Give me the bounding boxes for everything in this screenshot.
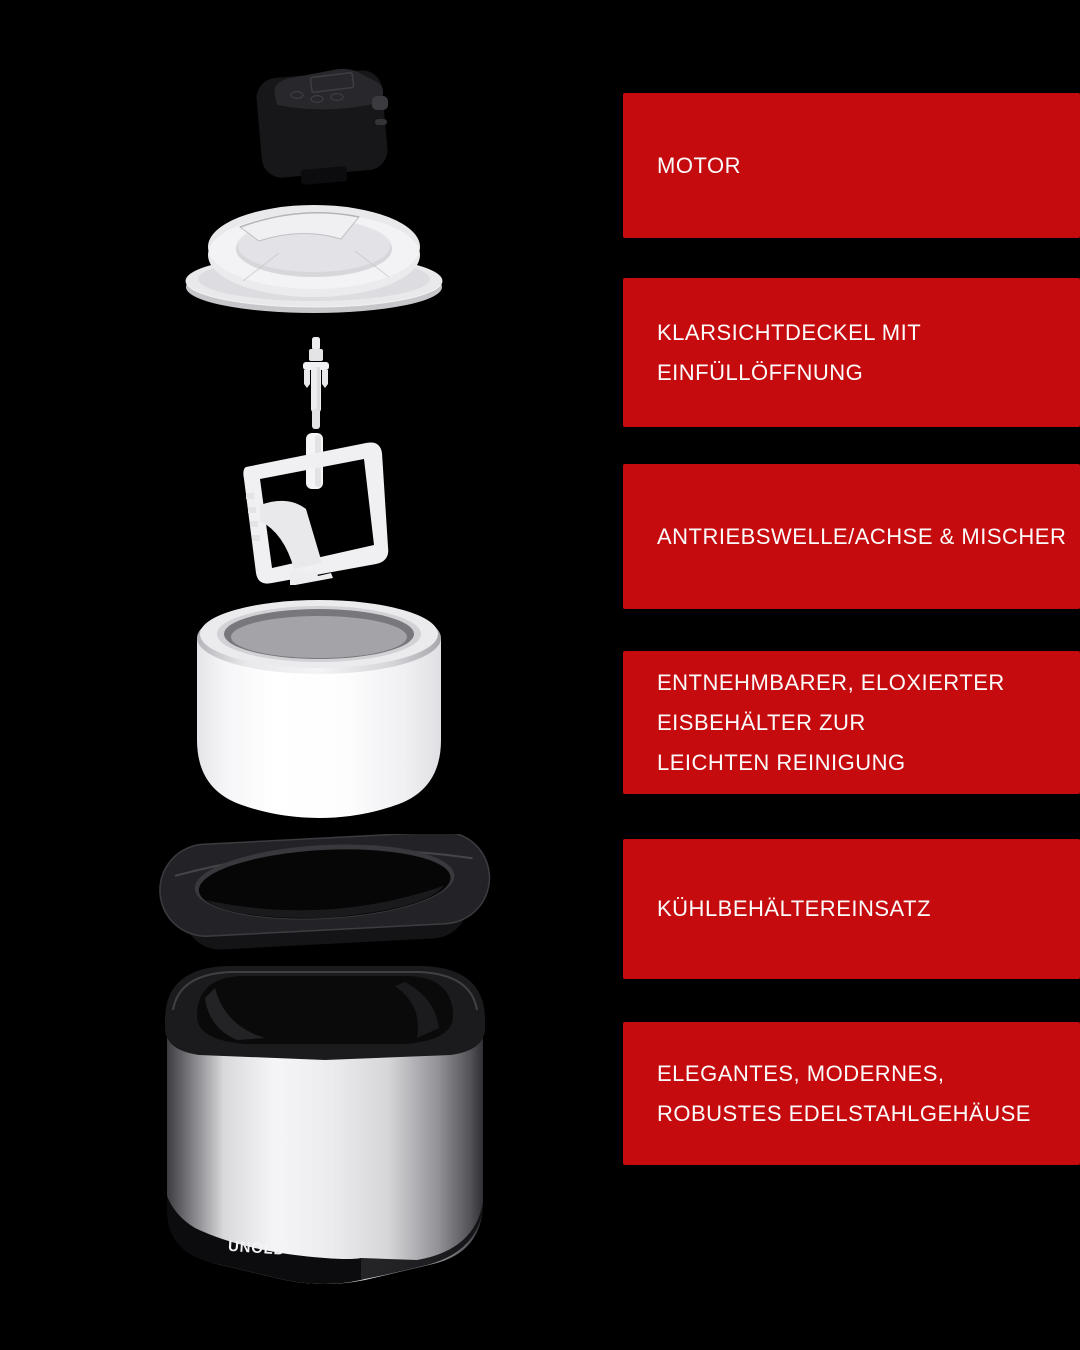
ice-container-icon — [193, 592, 445, 822]
stainless-housing-icon — [155, 958, 495, 1288]
stainless-housing-image — [155, 958, 495, 1288]
label-motor — [623, 93, 1080, 238]
label-line: ANTRIEBSWELLE/ACHSE & MISCHER — [657, 523, 1067, 549]
label-drive-shaft-mixer — [623, 464, 1080, 609]
ice-container-image — [193, 592, 445, 822]
label-line: ENTNEHMBARER, ELOXIERTER — [657, 669, 1005, 695]
label-line: KÜHLBEHÄLTEREINSATZ — [657, 896, 931, 921]
label-line: MOTOR — [657, 152, 741, 178]
transparent-lid-image — [183, 193, 445, 315]
label-cooling-insert — [623, 839, 1080, 979]
mixer-image — [230, 433, 398, 585]
cooling-insert-image — [156, 834, 494, 952]
label-line: ROBUSTES EDELSTAHLGEHÄUSE — [657, 1100, 1031, 1126]
drive-shaft-image — [299, 337, 333, 431]
label-transparent-lid — [623, 278, 1080, 427]
cooling-insert-icon — [156, 834, 494, 952]
unold-logo-text: UNOLD — [227, 1237, 286, 1259]
motor-icon — [245, 58, 395, 188]
drive-shaft-icon — [299, 337, 333, 431]
motor-image — [245, 58, 395, 188]
transparent-lid-icon — [183, 193, 445, 315]
label-line: KLARSICHTDECKEL MIT — [657, 319, 922, 345]
label-ice-container — [623, 651, 1080, 794]
registered-mark: ® — [285, 1243, 292, 1252]
label-housing — [623, 1022, 1080, 1165]
label-line: EINFÜLLÖFFNUNG — [657, 359, 864, 385]
label-line: LEICHTEN REINIGUNG — [657, 749, 906, 775]
label-line: ELEGANTES, MODERNES, — [657, 1060, 945, 1086]
label-line: EISBEHÄLTER ZUR — [657, 709, 866, 735]
mixer-icon — [230, 433, 398, 585]
